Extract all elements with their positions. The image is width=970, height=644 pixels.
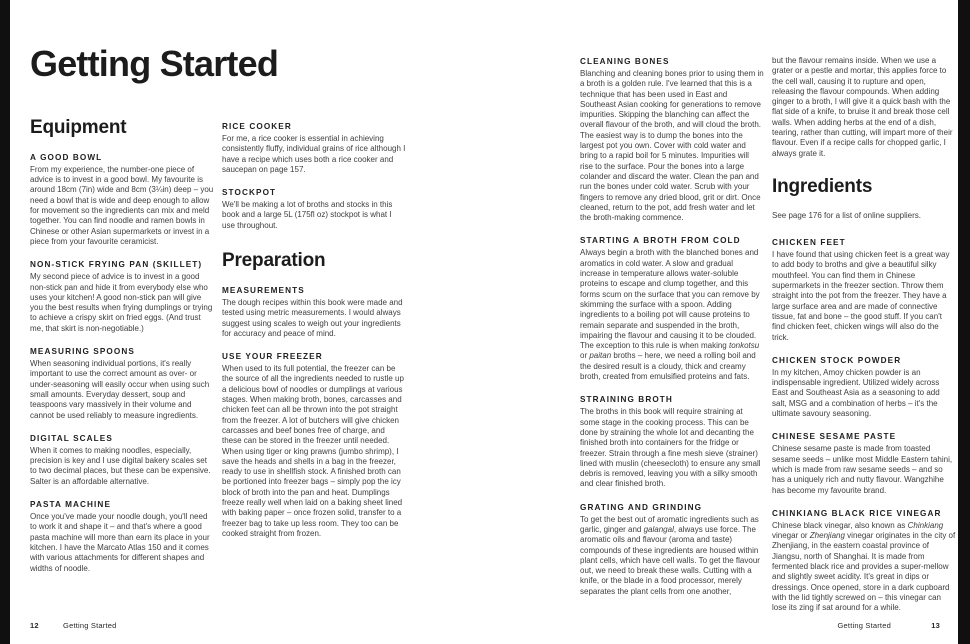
text-block-pasta-machine — [30, 499, 214, 574]
block-heading: CHINESE SESAME PASTE — [772, 432, 897, 442]
text-block-stockpot — [222, 187, 406, 231]
block-heading: CHICKEN FEET — [772, 238, 846, 248]
section-heading-preparation: Preparation — [222, 250, 326, 272]
block-body: From my experience, the number-one piece of advice is to invest in a good bowl. My favourite is around 18cm (7in) wide and 8cm (3¼in) deep – you need a bowl that is wide and deep enough to allow for movement so the ingredients can mix and meld together. You can find noodle and ramen bowls in Chinese or other Asian supermarkets or invest in a piece from your favourite ceramicist. — [30, 164, 214, 246]
column-techniques — [580, 56, 764, 609]
text-block-chicken-feet — [772, 237, 956, 343]
block-body: Once you've made your noodle dough, you'll need to work it and shape it – and that's where a good pasta machine will more than earn its place in your kitchen. I have the Marcato Atlas 150 and it comes with various attachments for different shapes and widths of noodle. — [30, 512, 210, 573]
block-heading: GRATING AND GRINDING — [580, 502, 703, 512]
block-heading: RICE COOKER — [222, 122, 292, 131]
block-body: Blanching and cleaning bones prior to using them in a broth is a golden rule. I've learned that this is a technique that has been used in East and Southeast Asian cooking for generations to remove impurities. Skipping the blanching can affect the overall flavour of the broth, and will cloud the broth. The easiest way is to dump the bones into the largest pot you own. Cover with cold water and bring to a rapid boil for 5 minutes. Impurities will rise to the surface. Pour the bones into a large colander and discard the water. Clean the pan and run the bones under cold water. Scrub with your fingers to remove any dried blood, grit or dirt. Once cleaned, return to the pot, add fresh water and let the broth-making commence. — [580, 69, 764, 223]
block-body: Always begin a broth with the blanched bones and aromatics in cold water. A slow and gradual increase in temperature allows water-soluble proteins to escape and clump together, and this forms scum on the surface that you can remove by skimming the surface with a spoon. Adding ingredients to a boiling pot will cause proteins to remain separate and suspended in the broth, impairing the flavour and causing it to be clouded. The exception to this rule is when making tonkotsu or paitan broths – here, we need a rolling boil and the desired result is a cloudy, thick and creamy broth, created from emulsified proteins and fats. — [580, 248, 760, 382]
text-block-use-your-freezer — [222, 351, 406, 539]
block-heading: DIGITAL SCALES — [30, 433, 113, 443]
block-heading: STARTING A BROTH FROM COLD — [580, 236, 741, 246]
page-number-left: 12 — [30, 621, 39, 630]
block-heading: A GOOD BOWL — [30, 152, 103, 162]
block-heading: NON-STICK FRYING PAN (SKILLET) — [30, 260, 203, 270]
text-block-nonstick-pan — [30, 259, 214, 334]
block-body: When it comes to making noodles, especially, precision is key and I use digital bakery scales set to two decimal places, but these can be expensive. Salter is an affordable alternative. — [30, 445, 211, 486]
block-body: The dough recipes within this book were made and tested using metric measurements. I would always suggest using scales to weigh out your ingredients for accuracy and peace of mind. — [222, 297, 403, 338]
block-body: When seasoning individual portions, it's really important to use the correct amount as over- or under-seasoning will easily occur when using such small amounts. Everyday dessert, soup and teaspoons vary massively in their volume and cannot be used reliably to measure ingredients. — [30, 359, 210, 420]
footer-right — [838, 621, 941, 630]
block-heading: CLEANING BONES — [580, 57, 670, 66]
block-heading: USE YOUR FREEZER — [222, 352, 323, 362]
block-heading: CHINKIANG BLACK RICE VINEGAR — [772, 508, 942, 518]
block-body: To get the best out of aromatic ingredients such as garlic, ginger and galangal, always use force. The aromatic oils and flavour (aroma and taste) compounds of these ingredients are housed within plant cells, which have cell walls. To get the flavour out, we need to break these walls. Cutting with a knife, or the blade in a food processor, merely separates the plant cells from one another, — [580, 514, 760, 596]
text-block-measuring-spoons — [30, 346, 214, 421]
text-block-cleaning-bones — [580, 56, 764, 223]
text-block-broth-from-cold — [580, 235, 764, 382]
block-body: My second piece of advice is to invest in a good non-stick pan and hide it from everybody else who uses your kitchen! A good non-stick pan will give you the best results when frying dumplings or trying to achieve a crispy skirt on fried eggs. (And trust me, that skirt is non-negotiable.) — [30, 272, 213, 333]
block-body: I have found that using chicken feet is a great way to add body to broths and give a beautiful silky mouthfeel. You can find them in Chinese supermarkets in the freezer section. Throw them straight into the pot from the freezer. They have a large surface area and are made of connective tissue, fat and bone – the good stuff. If you can't find chicken feet, chicken wings will also do the trick. — [772, 250, 950, 342]
text-block-chicken-stock-powder — [772, 355, 956, 419]
block-heading: STRAINING BROTH — [580, 395, 673, 405]
section-heading-ingredients: Ingredients — [772, 175, 873, 197]
left-edge-strip — [0, 0, 10, 644]
block-body: The broths in this book will require straining at some stage in the cooking process. This can be done by straining the whole lot and decanting the finished broth into containers for the fridge or freezer. Strain through a fine mesh sieve (strainer) lined with muslin (cheesecloth) to ensure any small debris is removed, leaving you with a silky smooth and clear finished broth. — [580, 407, 761, 489]
block-heading: CHICKEN STOCK POWDER — [772, 355, 902, 365]
text-block-chinkiang-vinegar — [772, 508, 956, 614]
block-body: When used to its full potential, the freezer can be the source of all the ingredients needed to rustle up a delicious bowl of noodles or dumplings at various stages. When making broth, bones, carcasses and chicken feet can all be thrown into the pot straight from the freezer. A lot of butchers will give chicken carcasses and beef bones free of charge, and these can be stored in the freezer until needed. When using tiger or king prawns (jumbo shrimp), I save the heads and shells in a bag in the freezer, ready to use in shellfish stock. A finished broth can be portioned into freezer bags – simply pop the icy block of broth into the pan and heat. Dumplings freeze really well when laid on a baking sheet lined with baking paper – once frozen solid, transfer to a freezer bag to take up less room. They too can be cooked straight from frozen. — [222, 364, 404, 538]
block-body: Chinese sesame paste is made from toasted sesame seeds – unlike most Middle Eastern tahini, which is made from raw sesame seeds – and so has a uniquely rich and nutty flavour. Wangzhihe has become my favourite brand. — [772, 444, 953, 495]
column-preparation — [222, 121, 406, 551]
block-heading: PASTA MACHINE — [30, 500, 112, 510]
page-title: Getting Started — [30, 43, 279, 84]
running-head-left: Getting Started — [63, 621, 117, 630]
text-block-grating-grinding — [580, 502, 764, 597]
running-head-right: Getting Started — [837, 621, 891, 630]
block-body: In my kitchen, Amoy chicken powder is an indispensable ingredient. Utilized widely across East and Southeast Asia as a seasoning to add salt, MSG and a combination of herbs – it's the ultimate savoury seasoning. — [772, 367, 940, 419]
text-block-straining-broth — [580, 394, 764, 489]
text-block-measurements — [222, 285, 406, 339]
continuation-paragraph: but the flavour remains inside. When we use a grater or a pestle and mortar, this applies force to the cell wall, causing it to rupture and open, releasing the flavour compounds. When adding ginger to a broth, I will give it a quick bash with the flat side of a knife, to bruise it and break those cell walls. When adding herbs at the end of a dish, tearing, rather than cutting, will impart more of their flavour. Even if a recipe calls for chopped garlic, I always grate it. — [772, 56, 953, 158]
right-edge-strip — [958, 0, 970, 644]
text-block-digital-scales — [30, 433, 214, 487]
section-heading-equipment: Equipment — [30, 117, 127, 138]
block-body: For me, a rice cooker is essential in achieving consistently fluffy, individual grains of rice although I have a recipe which uses both a rice cooker and saucepan on page 157. — [222, 134, 406, 174]
page-number-right: 13 — [931, 621, 940, 630]
text-block-rice-cooker — [222, 121, 406, 175]
footer-left — [30, 621, 117, 630]
block-body: Chinese black vinegar, also known as Chinkiang vinegar or Zhenjiang vinegar originates in the city of Zhenjiang, in the eastern coastal province of Jiangsu, north of Shanghai. It is made from fermented black rice and provides a super-mellow and slightly sweet acidity. It's great in dips or dressings. Once opened, store in a dark cupboard with the lid tightly screwed on – this vinegar can lose its zing if sat around for a while. — [772, 520, 956, 613]
block-body: We'll be making a lot of broths and stocks in this book and a large 5L (175fl oz) stockpot is what I use throughout. — [222, 200, 393, 230]
column-ingredients — [772, 56, 956, 625]
column-equipment — [30, 118, 214, 586]
block-heading: STOCKPOT — [222, 188, 277, 198]
block-heading: MEASURING SPOONS — [30, 347, 135, 357]
ingredients-intro: See page 176 for a list of online suppliers. — [772, 210, 921, 220]
block-heading: MEASUREMENTS — [222, 285, 305, 295]
text-block-good-bowl — [30, 152, 214, 247]
text-block-chinese-sesame-paste — [772, 431, 956, 495]
